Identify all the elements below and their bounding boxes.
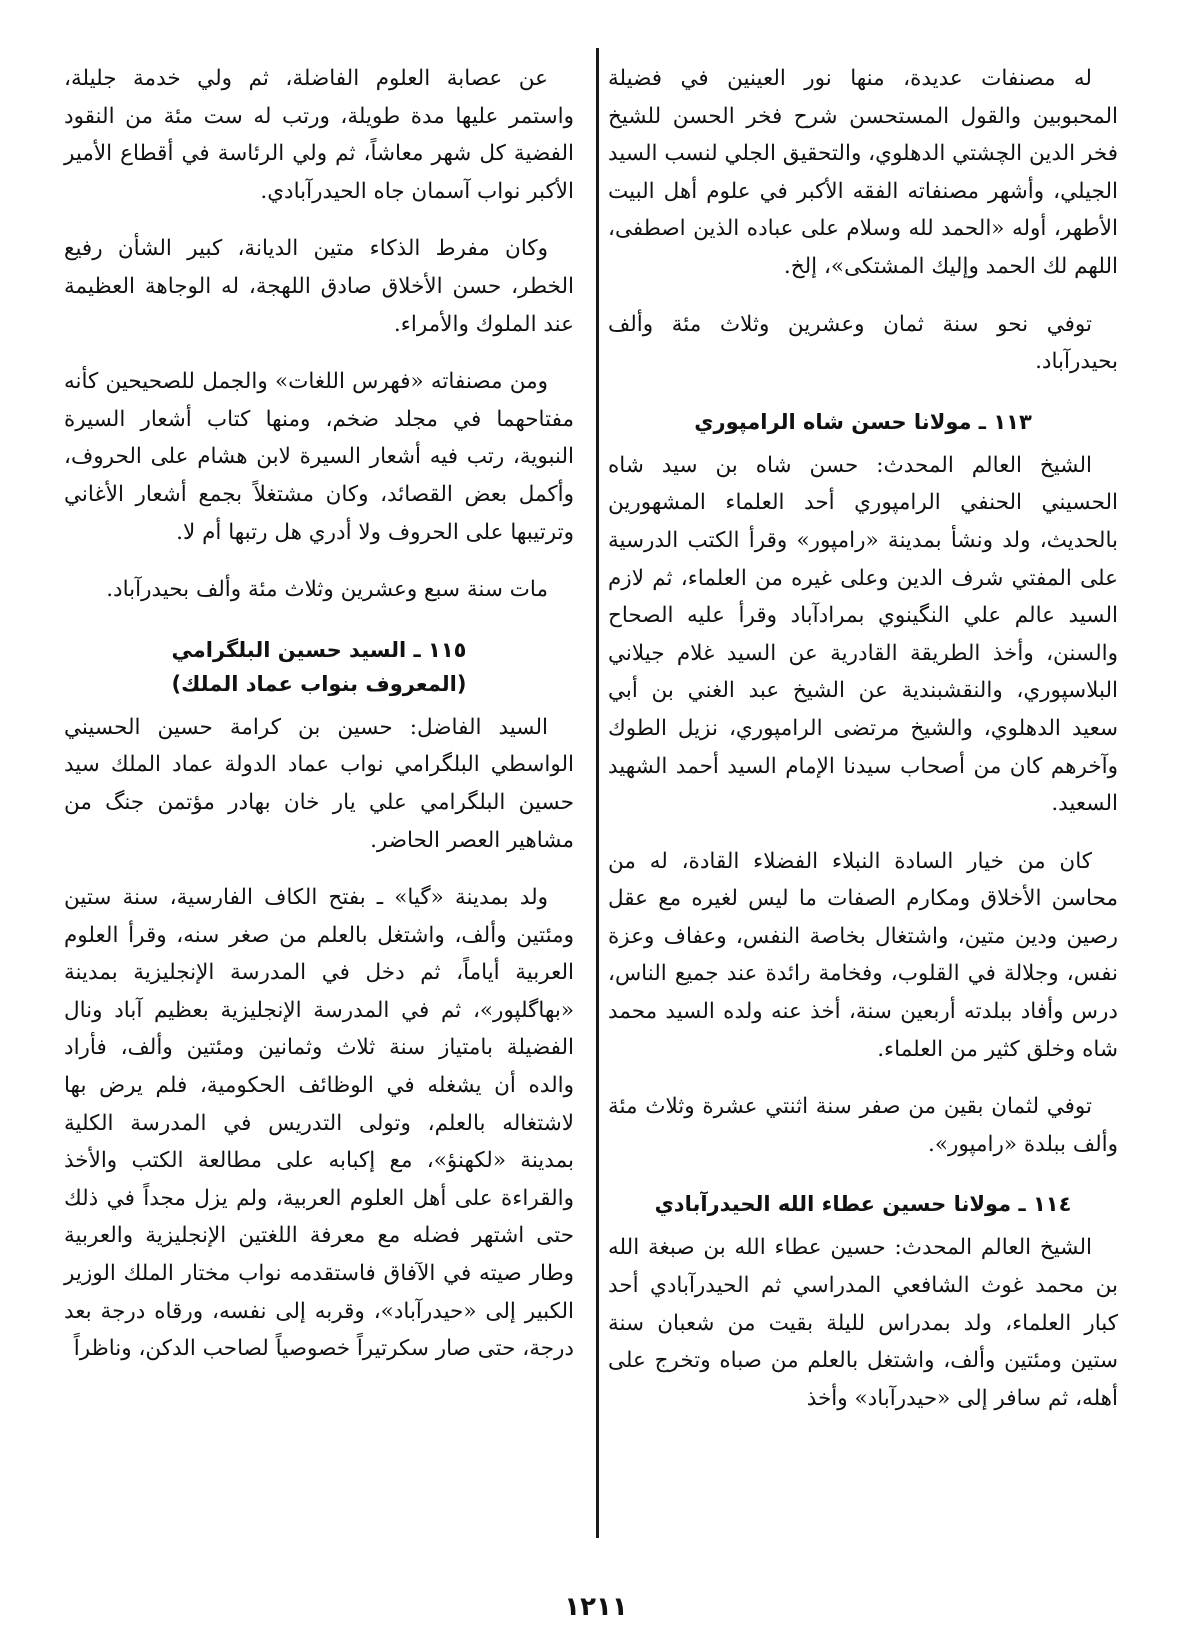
paragraph: له مصنفات عديدة، منها نور العينين في فضيلة المحبوبين والقول المستحسن شرح فخر الحسن للشيخ فخر الدين الچشتي الدهلوي، والتحقيق الجلي لنسب السيد الجيلي، وأشهر مصنفاته الفقه الأكبر في علوم أهل البيت الأطهر، أوله «الحمد لله وسلام على عباده الذين اصطفى، اللهم لك الحمد وإليك المشتكى»، إلخ. [608,66,1118,279]
paragraph: توفي نحو سنة ثمان وعشرين وثلاث مئة وألف بحيدرآباد. [608,311,1118,375]
left-column [64,60,574,1388]
paragraph: السيد الفاضل: حسين بن كرامة حسين الحسيني الواسطي البلگرامي نواب عماد الدولة عماد الملك سيد حسين البلگرامي علي يار خان بهادر مؤتمن جنگ من مشاهير العصر الحاضر. [64,714,574,853]
paragraph: ولد بمدينة «گيا» ـ بفتح الكاف الفارسية، سنة ستين ومئتين وألف، واشتغل بالعلم من صغر سنه، وقرأ العلوم العربية أياماً، ثم دخل في المدرسة الإنجليزية بمدينة «بهاگلپور»، ثم في المدرسة الإنجليزية بعظيم آباد ونال الفضيلة بامتياز سنة ثلاث وثمانين ومئتين وألف، فأراد والده أن يشغله في الوظائف الحكومية، فلم يرض بها لاشتغاله بالعلم، وتولى التدريس في المدرسة الكلية بمدينة «لكهنؤ»، مع إكبابه على مطالعة الكتب والأخذ والقراءة على أهل العلوم العربية، ولم يزل مجداً في ذلك حتى اشتهر فضله مع معرفة اللغتين الإنجليزية والعربية وطار صيته في الآفاق فاستقدمه نواب مختار الملك الوزير الكبير إلى «حيدرآباد»، وقربه إلى نفسه، ورقاه درجة بعد درجة، حتى صار سكرتيراً خصوصياً لصاحب الدكن، وناظراً [64,885,574,1362]
page-number: ١٢١١ [564,1592,628,1622]
section-heading-115-subtitle: (المعروف بنواب عماد الملك) [171,671,467,696]
section-heading-114: ١١٤ ـ مولانا حسين عطاء الله الحيدرآبادي [654,1192,1072,1217]
paragraph: عن عصابة العلوم الفاضلة، ثم ولي خدمة جليلة، واستمر عليها مدة طويلة، ورتب له ست مئة من النقود الفضية كل شهر معاشاً، ثم ولي الرئاسة في أقطاع الأمير الأكبر نواب آسمان جاه الحيدرآبادي. [64,66,574,204]
paragraph: الشيخ العالم المحدث: حسن شاه بن سيد شاه الحسيني الحنفي الرامپوري أحد العلماء المشهورين بالحديث، ولد ونشأ بمدينة «رامپور» وقرأ الكتب الدرسية على المفتي شرف الدين وعلى غيره من العلماء، ثم لازم السيد عالم علي النگينوي بمرادآباد وقرأ عليه الصحاح والسنن، وأخذ الطريقة القادرية عن السيد غلام جيلاني البلاسپوري، والنقشبندية عن الشيخ عبد الغني بن أبي سعيد الدهلوي، والشيخ مرتضى الرامپوري، نزيل الطوك وآخرهم كان من أصحاب سيدنا الإمام السيد أحمد الشهيد السعيد. [608,452,1118,817]
paragraph: الشيخ العالم المحدث: حسين عطاء الله بن صبغة الله بن محمد غوث الشافعي المدراسي ثم الحيدرآبادي أحد كبار العلماء، ولد بمدراس لليلة بقيت من شعبان سنة ستين ومئتين وألف، واشتغل بالعلم من صباه وتخرج على أهله، ثم سافر إلى «حيدرآباد» وأخذ [608,1235,1118,1411]
paragraph: ومن مصنفاته «فهرس اللغات» والجمل للصحيحين كأنه مفتاحهما في مجلد ضخم، ومنها كتاب أشعار السيرة النبوية، رتب فيه أشعار السيرة لابن هشام على الحروف، وأكمل بعض القصائد، وكان مشتغلاً بجمع أشعار الأغاني وترتيبها على الحروف ولا أدري هل رتبها أم لا. [64,369,574,545]
paragraph: مات سنة سبع وعشرين وثلاث مئة وألف بحيدرآباد. [106,577,548,603]
paragraph: وكان مفرط الذكاء متين الديانة، كبير الشأن رفيع الخطر، حسن الأخلاق صادق اللهجة، له الوجاهة العظيمة عند الملوك والأمراء. [64,236,574,337]
paragraph: توفي لثمان بقين من صفر سنة اثنتي عشرة وثلاث مئة وألف ببلدة «رامپور». [608,1094,1118,1157]
paragraph: كان من خيار السادة النبلاء الفضلاء القادة، له من محاسن الأخلاق ومكارم الصفات ما ليس لغيره مع عقل رصين ودين متين، واشتغال بخاصة النفس، وعفاف وعزة نفس، وجلالة في القلوب، وفخامة رائدة عند جميع الناس، درس وأفاد ببلدته أربعين سنة، أخذ عنه ولده السيد محمد شاه وخلق كثير من العلماء. [608,848,1118,1062]
section-heading-115-title: ١١٥ ـ السيد حسين البلگرامي [171,637,467,662]
right-column [608,60,1118,1437]
column-divider [596,48,599,1538]
section-heading-113: ١١٣ ـ مولانا حسن شاه الرامپوري [694,409,1032,434]
section-heading-115 [64,633,574,701]
